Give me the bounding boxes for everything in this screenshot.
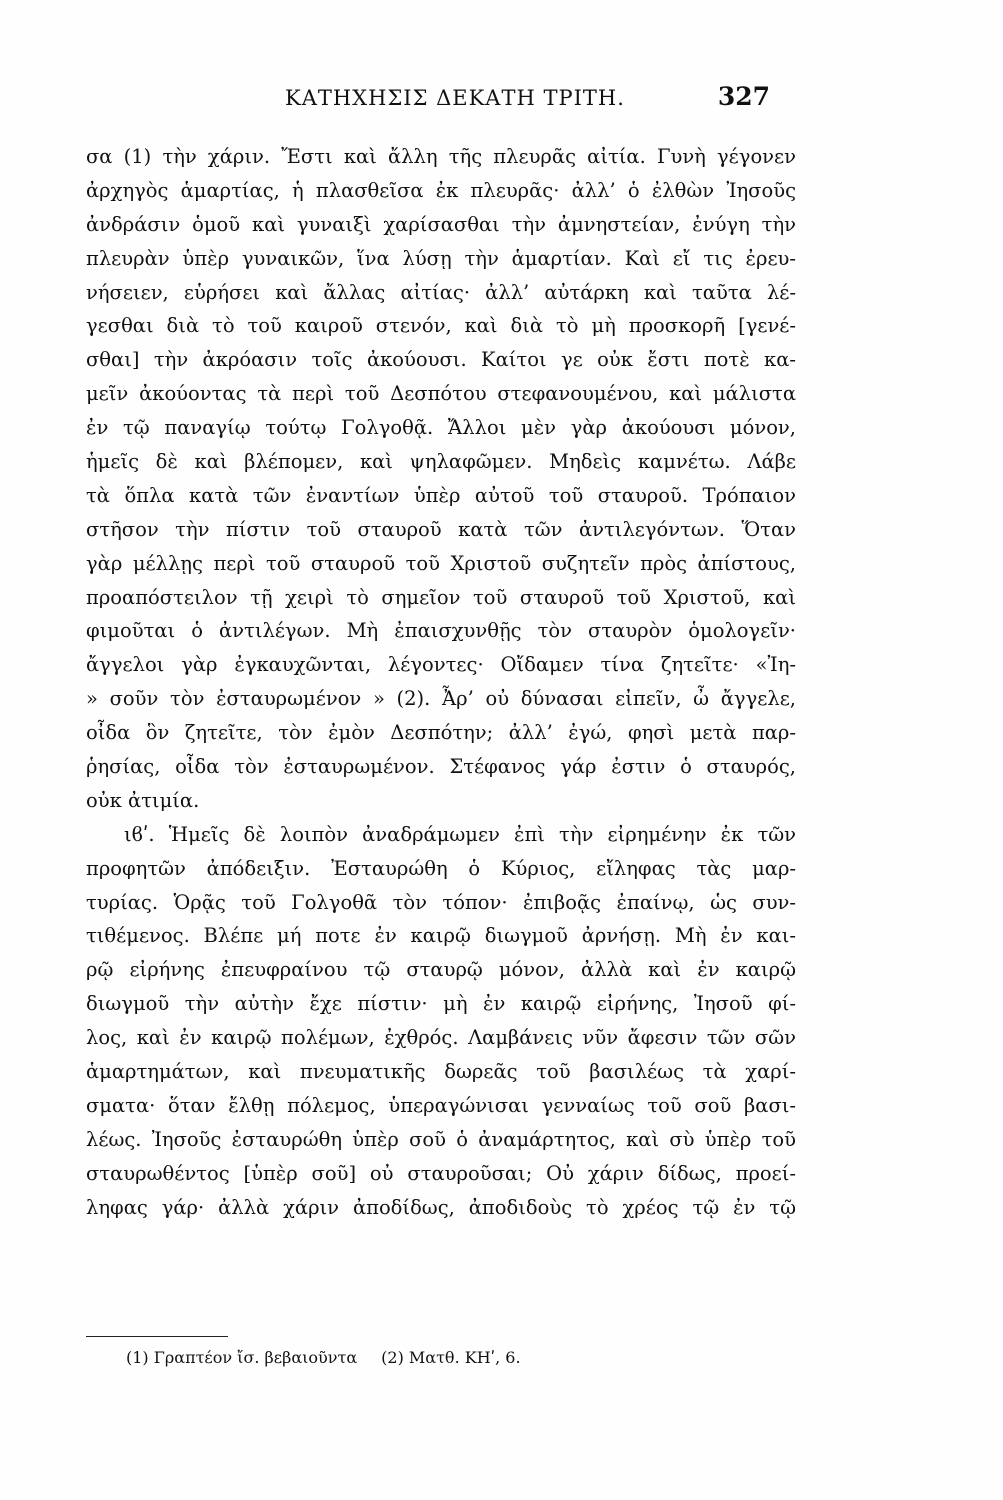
main-text (86, 140, 796, 1225)
text-line: τιθέμενος. Βλέπε μή ποτε ἐν καιρῷ διωγμοῦ ἀρνήσῃ. Μὴ ἐν και- (86, 924, 796, 948)
text-line: ῥησίας, οἶδα τὸν ἐσταυρωμένον. Στέφανος γάρ ἐστιν ὁ σταυρός, (86, 755, 796, 779)
text-line: διωγμοῦ τὴν αὐτὴν ἔχε πίστιν· μὴ ἐν καιρῷ εἰρήνης, Ἰησοῦ φί- (86, 992, 796, 1016)
text-line: ἐν τῷ παναγίῳ τούτῳ Γολγοθᾷ. Ἄλλοι μὲν γὰρ ἀκούουσι μόνον, (86, 416, 796, 440)
text-line: ληφας γάρ· ἀλλὰ χάριν ἀποδίδως, ἀποδιδοὺς τὸ χρέος τῷ ἐν τῷ (86, 1195, 796, 1219)
text-line: ἡμεῖς δὲ καὶ βλέπομεν, καὶ ψηλαφῶμεν. Μηδεὶς καμνέτω. Λάβε (86, 450, 796, 474)
text-line: ρῷ εἰρήνης ἐπευφραίνου τῷ σταυρῷ μόνον, ἀλλὰ καὶ ἐν καιρῷ (86, 958, 796, 982)
text-line: γεσθαι διὰ τὸ τοῦ καιροῦ στενόν, καὶ διὰ τὸ μὴ προσκορῆ [γενέ- (86, 314, 796, 338)
text-line: ἄγγελοι γὰρ ἐγκαυχῶνται, λέγοντες· Οἴδαμεν τίνα ζητεῖτε· «Ἰη- (86, 653, 796, 677)
text-line: οὐκ ἀτιμία. (86, 788, 200, 812)
text-line: λέως. Ἰησοῦς ἐσταυρώθη ὑπὲρ σοῦ ὁ ἀναμάρτητος, καὶ σὺ ὑπὲρ τοῦ (86, 1127, 796, 1151)
footnotes (126, 1346, 521, 1370)
text-line: πλευρὰν ὑπὲρ γυναικῶν, ἵνα λύσῃ τὴν ἁμαρτίαν. Καὶ εἴ τις ἐρευ- (86, 246, 796, 270)
section-start-line: ιϐʹ. Ἡμεῖς δὲ λοιπὸν ἀναδράμωμεν ἐπὶ τὴν εἰρημένην ἐκ τῶν (124, 822, 796, 846)
text-line: σματα· ὅταν ἔλθῃ πόλεμος, ὑπεραγώνισαι γενναίως τοῦ σοῦ βασι- (86, 1093, 796, 1117)
running-title: ΚΑΤΗΧΗΣΙΣ ΔΕΚΑΤΗ ΤΡΙΤΗ. (285, 86, 625, 110)
text-line: » σοῦν τὸν ἐσταυρωμένον » (2). Ἆρ’ οὐ δύνασαι εἰπεῖν, ὦ ἄγγελε, (86, 687, 796, 711)
text-line: προφητῶν ἀπόδειξιν. Ἐσταυρώθη ὁ Κύριος, εἴληφας τὰς μαρ- (86, 856, 796, 880)
text-line: ἁμαρτημάτων, καὶ πνευματικῆς δωρεᾶς τοῦ βασιλέως τὰ χαρί- (86, 1060, 796, 1084)
text-line: ἀνδράσιν ὁμοῦ καὶ γυναιξὶ χαρίσασθαι τὴν ἀμνηστείαν, ἐνύγη τὴν (86, 212, 796, 236)
text-line: οἶδα ὃν ζητεῖτε, τὸν ἐμὸν Δεσπότην; ἀλλ’ ἐγώ, φησὶ μετὰ παρ- (86, 721, 796, 745)
footnote-1: (1) Γραπτέον ἴσ. βεβαιοῦντα (126, 1348, 358, 1367)
footnote-2: (2) Ματθ. ΚΗʹ, 6. (381, 1348, 521, 1367)
text-line: σθαι] τὴν ἀκρόασιν τοῖς ἀκούουσι. Καίτοι γε οὐκ ἔστι ποτὲ κα- (86, 348, 796, 372)
text-line: γὰρ μέλλῃς περὶ τοῦ σταυροῦ τοῦ Χριστοῦ συζητεῖν πρὸς ἀπίστους, (86, 551, 796, 575)
text-line: στῆσον τὴν πίστιν τοῦ σταυροῦ κατὰ τῶν ἀντιλεγόντων. Ὅταν (86, 517, 796, 541)
text-line: σα (1) τὴν χάριν. Ἔστι καὶ ἄλλη τῆς πλευρᾶς αἰτία. Γυνὴ γέγονεν (86, 145, 796, 168)
text-line: φιμοῦται ὁ ἀντιλέγων. Μὴ ἐπαισχυνθῇς τὸν σταυρὸν ὁμολογεῖν· (86, 619, 796, 643)
text-line: ἀρχηγὸς ἁμαρτίας, ἡ πλασθεῖσα ἐκ πλευρᾶς· ἀλλ’ ὁ ἐλθὼν Ἰησοῦς (86, 178, 796, 202)
text-line: μεῖν ἀκούοντας τὰ περὶ τοῦ Δεσπότου στεφανουμένου, καὶ μάλιστα (86, 382, 796, 406)
text-line: προαπόστειλον τῇ χειρὶ τὸ σημεῖον τοῦ σταυροῦ τοῦ Χριστοῦ, καὶ (86, 585, 796, 609)
text-line: τυρίας. Ὁρᾷς τοῦ Γολγοθᾶ τὸν τόπον· ἐπιβοᾷς ἐπαίνῳ, ὡς συν- (86, 890, 796, 914)
running-header (285, 80, 770, 120)
page-number: 327 (717, 82, 770, 111)
footnote-rule (86, 1336, 228, 1337)
text-line: τὰ ὅπλα κατὰ τῶν ἐναντίων ὑπὲρ αὐτοῦ τοῦ σταυροῦ. Τρόπαιον (86, 483, 796, 507)
text-line: νήσειεν, εὑρήσει καὶ ἄλλας αἰτίας· ἀλλ’ αὐτάρκη καὶ ταῦτα λέ- (86, 280, 796, 304)
text-line: λος, καὶ ἐν καιρῷ πολέμων, ἐχθρός. Λαμβάνεις νῦν ἄφεσιν τῶν σῶν (86, 1026, 796, 1050)
text-line: σταυρωθέντος [ὑπὲρ σοῦ] οὐ σταυροῦσαι; Οὐ χάριν δίδως, προεί- (86, 1161, 796, 1185)
